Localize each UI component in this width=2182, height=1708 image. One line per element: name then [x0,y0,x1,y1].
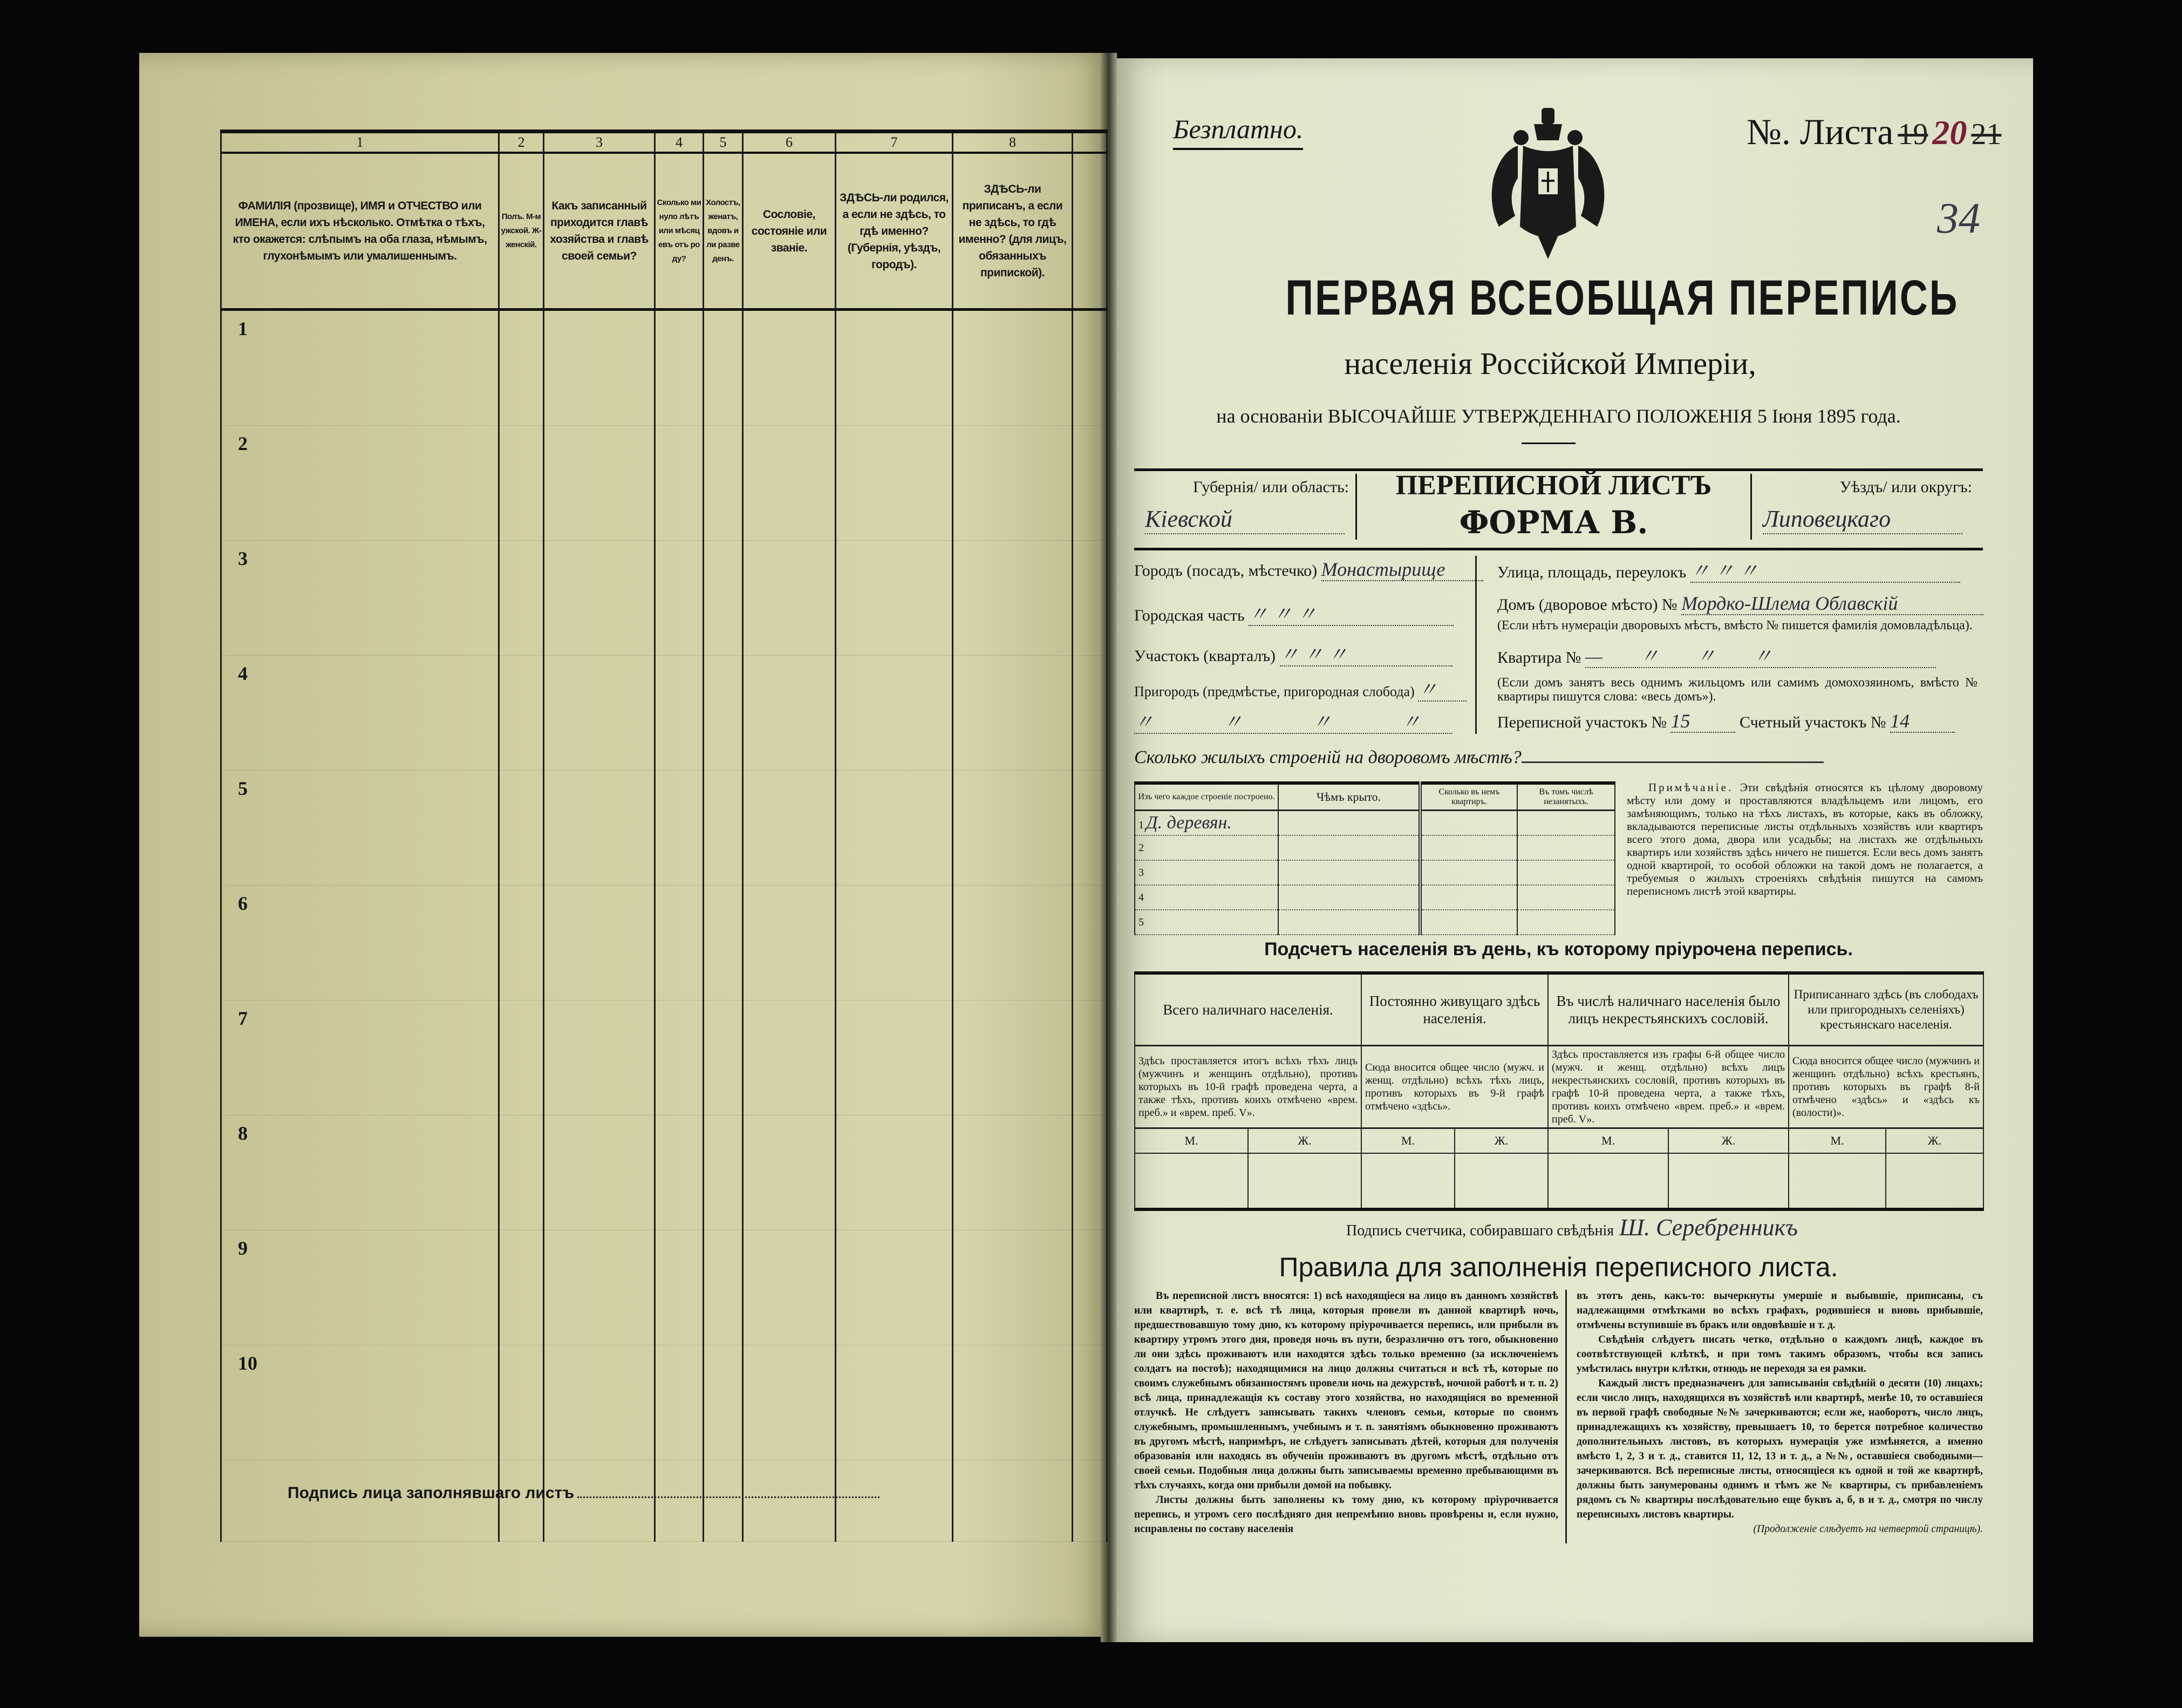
free-of-charge-label: Безплатно. [1173,113,1303,150]
document-subtitle: населенія Россійской Имперіи, [1344,346,1756,381]
header-roof: Чѣмъ крыто. [1278,783,1420,811]
uezd-box [1750,474,1979,540]
continued-note: (Продолженіе слѣдуетъ на четвертой страницѣ). [1753,1523,1983,1535]
suburb-field [1134,679,1467,703]
table-row [221,1115,1107,1230]
row-number: 5 [1138,916,1144,928]
address-divider [1475,556,1477,734]
table-row [221,310,1107,426]
house-field [1497,593,1983,616]
buildings-note [1627,781,1983,897]
male-label: М. [1789,1128,1886,1154]
table-row [1135,860,1615,885]
buildings-question-text: Сколько жилыхъ строеній на дворовомъ мѣстѣ? [1134,747,1522,767]
apartment-field [1497,645,1936,669]
buildings-table [1134,781,1615,935]
apartment-note: (Если домъ занятъ весь однимъ жильцомъ или самимъ домохозяиномъ, вмѣсто № квартиры пишутся слова: «весь домъ»). [1497,676,1978,704]
divider [1522,443,1576,444]
quarter-value: 〃 〃 〃 [1280,644,1453,666]
filler-signature-label: Подпись лица заполнявшаго листъ [288,1484,575,1502]
column-number: 2 [499,132,544,153]
sheet-number-handwritten: 20 [1932,113,1967,152]
uezd-label: Уѣздъ/ или округъ: [1839,478,1972,496]
counter-signature [1346,1214,1798,1244]
row-number: 8 [221,1115,499,1230]
row-number: 3 [1138,866,1144,879]
note-text: Эти свѣдѣнія относятся къ цѣлому дворовому мѣсту или дому и проставляются владѣльцемъ или лицомъ, его замѣняющимъ, только на тѣхъ листахъ, въ которые, какъ въ обложку, вкладываются переписные листы отдѣльныхъ хозяйствъ или квартиръ всего этого дома, двора или усадьбы; на листахъ же отдѣльныхъ квартиръ или хозяйствъ здѣсь ничего не пишется. Если весь домъ занятъ одной квартирой, то особой обложки на такой домъ не полагается, а требуемыя о жилыхъ строеніяхъ свѣдѣнія пишутся на самомъ переписномъ листѣ этой квартиры. [1627,781,1983,897]
row-number: 6 [221,886,499,1001]
house-label: Домъ (дворовое мѣсто) № [1497,596,1678,614]
count-col-desc: Сюда вносится общее число (мужч. и женщ. отдѣльно) всѣхъ тѣхъ лицъ, противъ которыхъ въ 9-й графѣ отмѣчено «здѣсь». [1361,1046,1548,1128]
buildings-answer-line [1522,761,1824,763]
buildings-question [1134,747,1824,768]
row-number: 1 [1138,819,1144,831]
double-headed-eagle-emblem [1485,108,1611,264]
counter-signature-label: Подпись счетчика, собиравшаго свѣдѣнія [1346,1222,1614,1239]
quarter-field [1134,644,1453,668]
female-label: Ж. [1886,1128,1983,1154]
city-label: Городъ (посадъ, мѣстечко) [1134,562,1318,580]
column-number: 3 [544,132,655,153]
row-number: 7 [221,1001,499,1115]
female-label: Ж. [1668,1128,1789,1154]
header-material: Изъ чего каждое строеніе построено. [1135,783,1278,811]
table-row [221,1230,1107,1345]
city-part-label: Городская часть [1134,607,1245,624]
count-col-title: Приписаннаго здѣсь (въ слободахъ или пригородныхъ селеніяхъ) крестьянскаго населенія. [1789,973,1983,1046]
count-district-value: 14 [1890,710,1955,733]
rules-paragraph: Листы должны быть заполнены къ тому дню, къ которому пріурочивается перепись, и утромъ сего послѣдняго дня непремѣнно вновь провѣрены и, если нужно, исправлены по составу населенія [1134,1494,1558,1535]
row-number: 10 [221,1345,499,1460]
table-row [221,1345,1107,1460]
city-part-field [1134,603,1454,627]
header-relation: Какъ записанный приходится главѣ хозяйства и главѣ своей семьи? [544,153,655,310]
city-part-value: 〃 〃 〃 [1249,603,1454,626]
sheet-number-label: №. Листа [1747,111,1894,152]
legal-basis: на основаніи ВЫСОЧАЙШЕ УТВЕРЖДЕННАГО ПОЛОЖЕНІЯ 5 Іюня 1895 года. [1216,405,1901,427]
column-divider [1565,1290,1567,1543]
row-number: 1 [221,310,499,426]
male-label: М. [1361,1128,1455,1154]
table-row [221,771,1107,886]
female-label: Ж. [1248,1128,1361,1154]
count-col-desc: Здѣсь проставляется итогъ всѣхъ тѣхъ лицъ (мужчинъ и женщинъ отдѣльно), противъ которыхъ въ 10-й графѣ проведена черта, а также тѣхъ, противъ коихъ отмѣчено «врем. преб.» и «врем. преб. V». [1135,1046,1361,1128]
row-number: 3 [221,541,499,656]
suburb-label: Пригородъ (предмѣстье, пригородная слобода) [1134,684,1415,699]
material-value: Д. деревян. [1146,813,1232,833]
count-col-desc: Сюда вносится общее число (мужчинъ и женщинъ отдѣльно) всѣхъ крестьянъ, противъ которыхъ въ графѣ 8-й отмѣчено «здѣсь» и «здѣсь къ (волости)». [1789,1046,1983,1128]
row-number: 9 [221,1230,499,1345]
form-name: ФОРМА В. [1459,504,1648,541]
column-number: 1 [221,132,499,153]
row-number: 4 [1138,891,1144,903]
archive-page-number: 34 [1937,195,1980,242]
table-row [221,541,1107,656]
uezd-value: Липовецкаго [1763,505,1962,534]
rules-right-column [1577,1289,1983,1559]
table-row [1135,910,1615,935]
female-label: Ж. [1455,1128,1548,1154]
city-value: Монастырище [1321,559,1483,581]
column-number: 5 [704,132,743,153]
signature-dotted-line [577,1496,879,1498]
column-number: 4 [655,132,704,153]
row-number: 2 [1138,841,1144,854]
filler-signature-line [288,1484,879,1502]
city-field [1134,559,1483,582]
table-row [221,1001,1107,1115]
gubernia-value: Кіевской [1145,505,1345,534]
quarter-label: Участокъ (кварталъ) [1134,647,1276,665]
table-row [1135,811,1615,836]
suburb-value: 〃 [1418,679,1467,702]
census-district-value: 15 [1670,710,1735,733]
street-label: Улица, площадь, переулокъ [1497,563,1687,581]
sheet-number [1747,111,2001,153]
count-title: Подсчетъ населенія въ день, къ которому пріурочена перепись. [1264,939,1853,960]
header-birthplace: ЗДѢСЬ-ли родился, а если не здѣсь, то гдѣ именно? (Губернія, уѣздъ, городъ). [836,153,953,310]
row-number: 2 [221,426,499,541]
header-sex: Полъ. М-мужской. Ж-женскій. [499,153,544,310]
header-registration: ЗДѢСЬ-ли приписанъ, а если не здѣсь, то гдѣ именно? (для лицъ, обязанныхъ припиской). [953,153,1073,310]
census-district-label: Переписной участокъ № [1497,713,1667,731]
column-number: 8 [953,132,1073,153]
suburb-extra-field [1134,711,1453,735]
table-row [1135,835,1615,860]
row-number: 5 [221,771,499,886]
census-person-table [220,130,1108,1542]
rules-paragraph: Свѣдѣнія слѣдуетъ писать четко, отдѣльно о каждомъ лицѣ, каждое въ соотвѣтствующей клѣткѣ, и при томъ такимъ образомъ, чтобы вся запись умѣстилась внутри клѣтки, отнюдь не переходя за ея рамки. [1577,1334,1983,1374]
table-margin [1073,153,1107,310]
street-value: 〃 〃 〃 [1690,560,1960,583]
apartment-value: — 〃 〃 〃 [1585,645,1936,668]
note-lead: Примѣчаніе. [1648,781,1734,794]
gubernia-box [1134,474,1357,540]
header-estate: Сословіе, состояніе или званіе. [743,153,836,310]
table-row [221,426,1107,541]
house-value: Мордко-Шлема Облавскій [1681,593,1983,615]
table-row [1135,885,1615,910]
table-row [221,656,1107,771]
table-margin [1073,132,1107,153]
header-age: Сколько минуло лѣтъ или мѣсяцевъ отъ роду? [655,153,704,310]
sheet-number-struck: 21 [1971,118,2002,151]
header-apartments: Сколько въ немъ квартиръ. [1420,783,1517,811]
count-col-title: Въ числѣ наличнаго населенія было лицъ некрестьянскихъ сословій. [1548,973,1789,1046]
count-col-desc: Здѣсь проставляется изъ графы 6-й общее число (мужч. и женщ. отдѣльно) всѣхъ лицъ некрестьянскихъ сословій, противъ которыхъ въ графѣ 10-й проведена черта, а также тѣхъ, противъ коихъ отмѣчено «врем. преб.» и «врем. преб. V». [1548,1046,1789,1128]
document-title: ПЕРВАЯ ВСЕОБЩАЯ ПЕРЕПИСЬ [1285,270,1959,325]
count-values-row [1135,1153,1983,1209]
header-name: ФАМИЛІЯ (прозвище), ИМЯ и ОТЧЕСТВО или ИМЕНА, если ихъ нѣсколько. Отмѣтка о тѣхъ, кто окажется: слѣпымъ на оба глаза, нѣмымъ, глухонѣмымъ или умалишеннымъ. [221,153,499,310]
street-field [1497,560,1960,584]
form-title: ПЕРЕПИСНОЙ ЛИСТЪ [1395,470,1712,501]
rules-left-column [1134,1289,1558,1548]
district-fields [1497,710,1955,734]
row-number: 4 [221,656,499,771]
count-col-title: Постоянно живущаго здѣсь населенія. [1361,973,1548,1046]
header-marital: Холостъ, женатъ, вдовъ или разведенъ. [704,153,743,310]
house-note: (Если нѣтъ нумераціи дворовыхъ мѣстъ, вмѣсто № пишется фамилія домовладѣльца). [1497,618,1973,632]
counter-signature-handwritten: Ш. Серебренникъ [1619,1214,1798,1241]
sheet-number-struck: 19 [1898,118,1928,151]
gubernia-label: Губернія/ или область: [1193,478,1349,496]
column-number: 6 [743,132,836,153]
male-label: М. [1135,1128,1248,1154]
column-number: 7 [836,132,953,153]
count-col-title: Всего наличнаго населенія. [1135,973,1361,1046]
header-vacant: Въ томъ числѣ незанятыхъ. [1517,783,1615,811]
rules-paragraph: въ этотъ день, какъ-то: вычеркнуты умершіе и выбывшіе, приписаны, съ надлежащими отмѣтками во всѣхъ графахъ, родившіеся и вновь прибывшіе, отмѣчены вступившіе въ бракъ или овдовѣвшіе и т. д. [1577,1290,1983,1331]
rules-paragraph: Каждый листъ предназначенъ для записыванія свѣдѣній о десяти (10) лицахъ; если число лицъ, находящихся въ хозяйствѣ или квартирѣ, менѣе 10, то оставшіеся въ первой графѣ свободные №№ зачеркиваются; если же, наоборотъ, число лицъ, принадлежащихъ къ хозяйству, превышаетъ 10, то берется потребное количество дополнительныхъ листовъ, въ которыхъ нумерація уже измѣняется, а именно вмѣсто 1, 2, 3 и т. д., ставится 11, 12, 13 и т. д., а №№, оставшіеся свободными—зачеркиваются. Всѣ переписные листы, относящіеся къ одной и той же квартирѣ, должны быть занумерованы однимъ и тѣмъ же № квартиры, съ прибавленіемъ рядомъ съ № квартиры послѣдовательно еще буквъ а, б, в и т. д., смотря по числу переписныхъ листовъ квартиры. [1577,1378,1983,1520]
rules-paragraph: Въ переписной листъ вносятся: 1) всѣ находящіеся на лицо въ данномъ хозяйствѣ или квартирѣ, т. е. всѣ тѣ лица, которыя провели въ данной квартирѣ ночь, предшествовавшую тому дню, къ которому пріурочивается перепись, или прибыли въ квартиру утромъ этого дня, проведя ночь въ пути, безразлично отъ того, обыкновенно ли они здѣсь проживаютъ или находятся здѣсь только временно (за исключеніемъ солдатъ на постоѣ); находящимися на лицо должны считаться и всѣ тѣ, которые по своимъ служебнымъ обязанностямъ провели ночь на дежурствѣ, ночной работѣ и т. п. 2) всѣ лица, принадлежащія къ составу этого хозяйства, но находящіяся во временной отлучкѣ. Не слѣдуетъ записывать такихъ членовъ семьи, которые по своимъ служебнымъ, промышленнымъ, учебнымъ и т. п. занятіямъ обыкновенно проживаютъ въ другомъ мѣстѣ, напримѣръ, не слѣдуетъ записывать дѣтей, которыя для полученія образованія или находясь въ обученіи проживаютъ въ другомъ мѣстѣ, отдѣльно отъ своей семьи. Подобныя лица должны быть записываемы временно пребывающими въ тѣхъ случаяхъ, когда они прибыли домой на побывку. [1134,1290,1558,1491]
suburb-extra-value: 〃 〃 〃 〃 [1134,711,1453,734]
rules-title: Правила для заполненія переписного листа. [1279,1252,1838,1282]
male-label: М. [1548,1128,1668,1154]
table-row [221,886,1107,1001]
count-district-label: Счетный участокъ № [1739,713,1886,731]
apartment-label: Квартира № [1497,649,1581,666]
population-count-table [1134,971,1984,1211]
